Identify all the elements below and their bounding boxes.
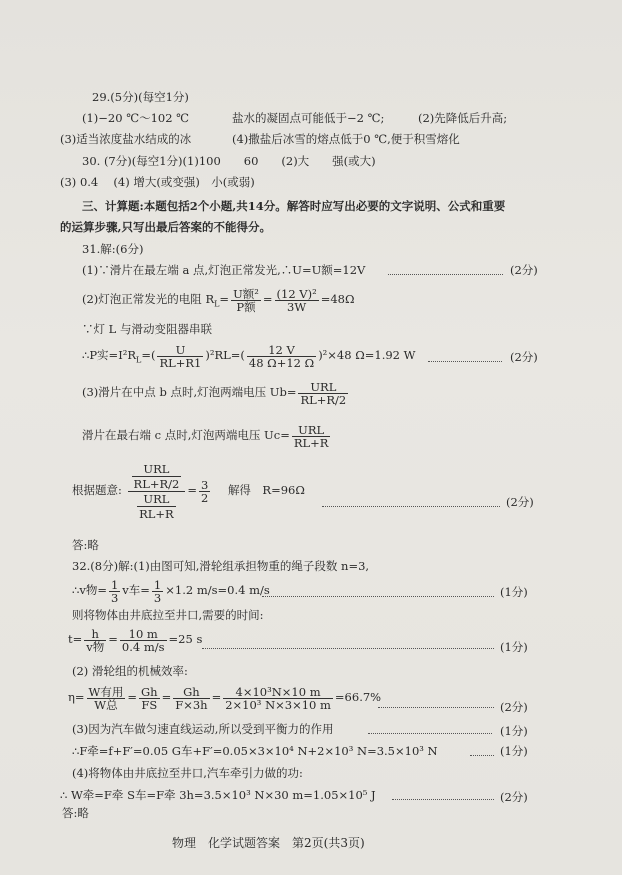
q30-line-2: (3) 0.4 (4) 增大(或变强) 小(或弱) xyxy=(60,175,255,189)
q29-answer-1: (1)−20 ℃～102 ℃ xyxy=(82,111,190,125)
q32-step-4: (2) 滑轮组的机械效率: xyxy=(72,664,188,678)
q32-step-2: 则将物体由井底拉至井口,需要的时间: xyxy=(72,608,264,622)
q32-step-6-score: (1分) xyxy=(500,724,528,738)
q32-step-9-score: (2分) xyxy=(500,790,528,804)
q32-step-7: ∴F牵=f+F′=0.05 G车+F′=0.05×3×10⁴ N+2×10³ N=3.5×10³ N xyxy=(72,744,438,758)
q29-answer-5: (4)撒盐后冰雪的熔点低于0 ℃,便于积雪熔化 xyxy=(232,132,460,146)
q31-step-2: (2)灯泡正常发光的电阻 $R_L=$ U额² P额 = $\frac{\text{(12 V)²}}{3W}$ =48Ω xyxy=(82,286,355,314)
q29-answer-3: (2)先降低后升高; xyxy=(418,111,508,125)
leader-dots xyxy=(428,361,502,362)
q32-step-5: η= W有用 W总 = $\frac{Gh}{FS}$ = $\frac{Gh}{F\times 3h}$ = $\frac{\text{4×10³N×10 m}}{\text{2×10³ N×3×10 m}}$ =66.7% xyxy=(68,684,382,712)
leader-dots xyxy=(388,274,503,275)
page-footer: 物理 化学试题答案 第2页(共3页) xyxy=(172,836,365,850)
section3-instruction-1: 三、计算题:本题包括2个小题,共14分。解答时应写出必要的文字说明、公式和重要 xyxy=(82,199,506,213)
leader-dots xyxy=(262,596,494,597)
q31-step-3: ∵灯 L 与滑动变阻器串联 xyxy=(82,322,212,336)
q32-step-9: ∴ W牵=F牵 S车=F牵 3h=3.5×10³ N×30 m=1.05×10⁵ J xyxy=(60,788,376,802)
q32-step-5-score: (2分) xyxy=(500,700,528,714)
q30-line-1: 30. (7分)(每空1分)(1)100 60 (2)大 强(或大) xyxy=(82,154,376,168)
leader-dots xyxy=(322,506,500,507)
q29-answer-4: (3)适当浓度盐水结成的冰 xyxy=(60,132,192,146)
leader-dots xyxy=(470,755,494,756)
q31-step-7-score: (2分) xyxy=(506,495,534,509)
q32-step-3: t= h v物 = $\frac{10 m}{0.4 m/s}$ =25 s xyxy=(68,626,203,654)
q29-header: 29.(5分)(每空1分) xyxy=(92,90,189,104)
q32-header: 32.(8分)解:(1)由图可知,滑轮组承担物重的绳子段数 n=3, xyxy=(72,559,370,573)
q31-step-4-score: (2分) xyxy=(510,350,538,364)
q31-step-1-score: (2分) xyxy=(510,263,538,277)
q32-step-1: ∴v物= $\frac{1}{3}$ v车= $\frac{1}{3}$ ×1.2 m/s=0.4 m/s xyxy=(72,577,270,605)
q31-step-7: 根据题意: URL RL+R/2 URL RL+R = $\frac{3}{2}$ 解得 R=96Ω xyxy=(72,461,305,521)
q32-answer: 答:略 xyxy=(62,806,89,820)
q31-step-6: 滑片在最右端 c 点时,灯泡两端电压 Uc= URL RL+R xyxy=(82,422,329,450)
q31-step-1: (1)∵滑片在最左端 a 点,灯泡正常发光,∴U=U额=12V xyxy=(82,263,366,277)
leader-dots xyxy=(202,648,494,649)
q31-answer: 答:略 xyxy=(72,538,99,552)
q31-step-4: ∴P实$=I^2R_L=$( $\frac{U}{RL+R1}$ )²RL=( $\frac{12 V}{48 \Omega+12 \Omega}$ )²×48 Ω=1.92 W xyxy=(82,342,416,370)
section3-instruction-2: 的运算步骤,只写出最后答案的不能得分。 xyxy=(60,220,272,234)
leader-dots xyxy=(392,799,494,800)
q32-step-1-score: (1分) xyxy=(500,585,528,599)
q31-header: 31.解:(6分) xyxy=(82,242,144,256)
q31-step-5: (3)滑片在中点 b 点时,灯泡两端电压 Ub= URL RL+R/2 xyxy=(82,379,347,407)
q32-step-8: (4)将物体由井底拉至井口,汽车牵引力做的功: xyxy=(72,766,303,780)
q32-step-6: (3)因为汽车做匀速直线运动,所以受到平衡力的作用 xyxy=(72,722,334,736)
q29-answer-2: 盐水的凝固点可能低于−2 ℃; xyxy=(232,111,385,125)
leader-dots xyxy=(368,733,492,734)
leader-dots xyxy=(378,707,494,708)
q32-step-7-score: (1分) xyxy=(500,744,528,758)
q32-step-3-score: (1分) xyxy=(500,640,528,654)
